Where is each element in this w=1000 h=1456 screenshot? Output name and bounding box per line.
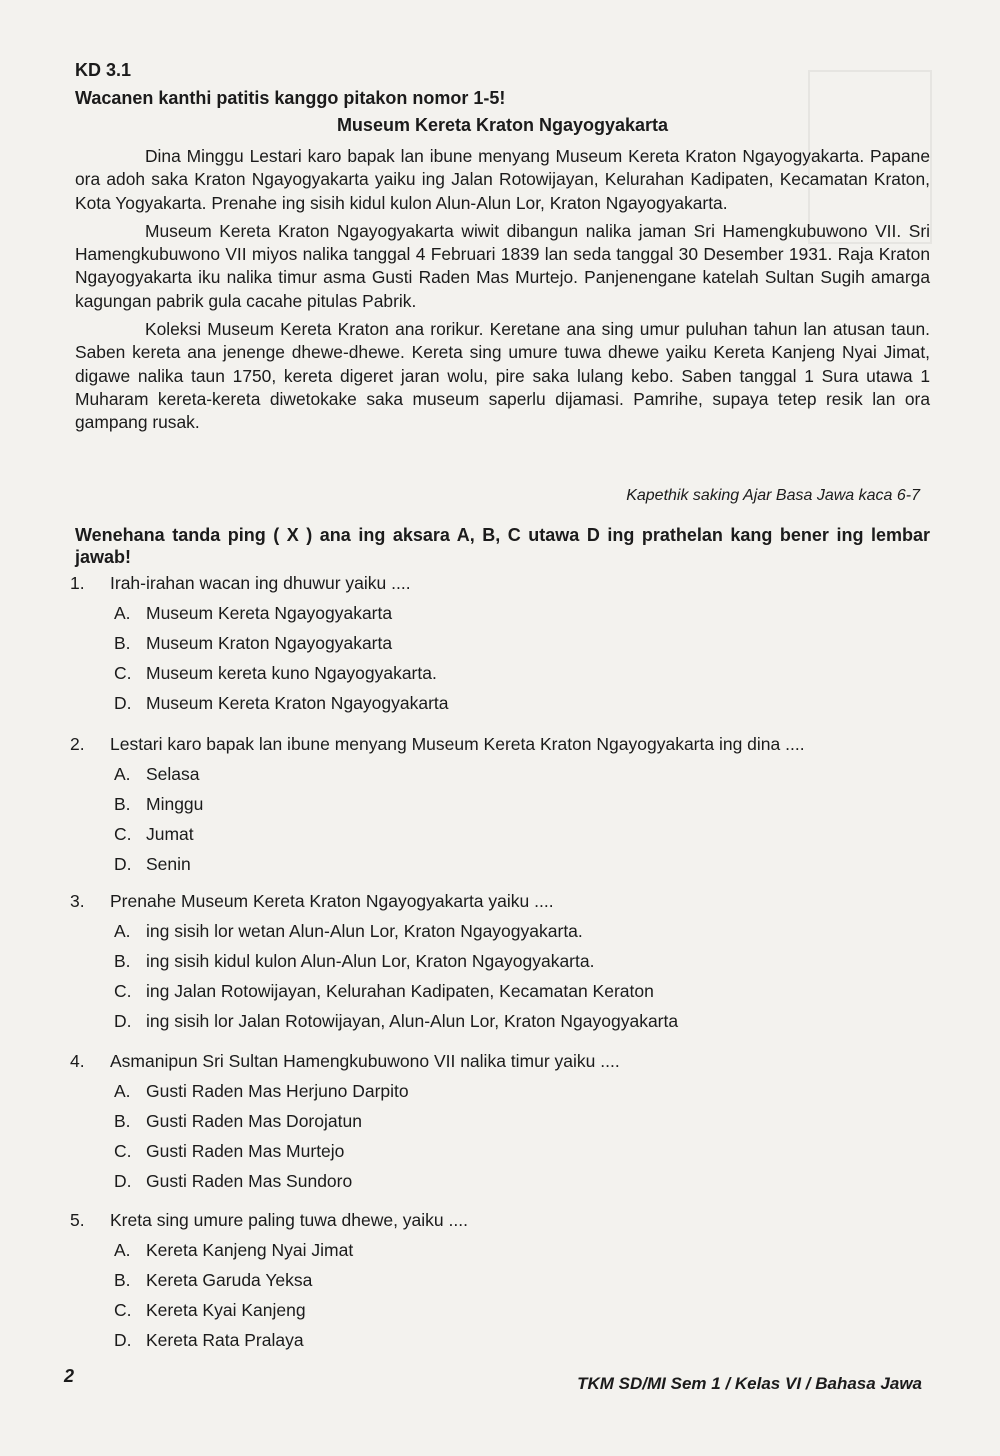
option-letter: D.: [114, 1171, 132, 1191]
option-letter: D.: [114, 693, 132, 713]
option-c[interactable]: [114, 822, 940, 846]
question-4: [70, 1049, 940, 1193]
passage-source: Kapethik saking Ajar Basa Jawa kaca 6-7: [626, 487, 920, 504]
option-a[interactable]: [114, 762, 940, 786]
option-letter: A.: [114, 764, 131, 784]
question-text: Kreta sing umure paling tuwa dhewe, yaiku ....: [110, 1210, 468, 1230]
option-text: Gusti Raden Mas Dorojatun: [146, 1111, 362, 1131]
question-5: [70, 1208, 940, 1352]
option-letter: C.: [114, 981, 132, 1001]
option-b[interactable]: [114, 631, 940, 655]
option-letter: A.: [114, 1240, 131, 1260]
option-text: ing sisih lor Jalan Rotowijayan, Alun-Alun Lor, Kraton Ngayogyakarta: [146, 1011, 679, 1031]
passage-title: Museum Kereta Kraton Ngayogyakarta: [336, 115, 669, 135]
question-number: 3.: [70, 891, 85, 911]
question-number: 1.: [70, 573, 85, 593]
question-text: Prenahe Museum Kereta Kraton Ngayogyakarta yaiku ....: [110, 891, 554, 911]
option-text: Gusti Raden Mas Herjuno Darpito: [146, 1081, 409, 1101]
passage-paragraph: Dina Minggu Lestari karo bapak lan ibune menyang Museum Kereta Kraton Ngayogyakarta. Papane ora adoh saka Kraton Ngayogyakarta yaiku ing Jalan Rotowijayan, Kelurahan Kadipaten, Kecamatan Kraton, Kota Yogyakarta. Prenahe ing sisih kidul kulon Alun-Alun Lor, Kraton Ngayogyakarta.: [75, 146, 930, 213]
option-letter: B.: [114, 794, 131, 814]
question-text: Asmanipun Sri Sultan Hamengkubuwono VII nalika timur yaiku ....: [110, 1051, 620, 1071]
option-letter: A.: [114, 603, 131, 623]
question-3: [70, 889, 940, 1033]
option-letter: C.: [114, 824, 132, 844]
answer-instruction: Wenehana tanda ping ( X ) ana ing aksara A, B, C utawa D ing prathelan kang bener ing lembar jawab!: [75, 525, 930, 567]
question-number: 4.: [70, 1051, 85, 1071]
option-b[interactable]: [114, 1109, 940, 1133]
option-c[interactable]: [114, 661, 940, 685]
option-d[interactable]: [114, 691, 940, 715]
option-letter: B.: [114, 1111, 131, 1131]
option-text: Gusti Raden Mas Murtejo: [146, 1141, 345, 1161]
option-a[interactable]: [114, 919, 940, 943]
option-d[interactable]: [114, 1169, 940, 1193]
option-text: Kereta Rata Pralaya: [146, 1330, 304, 1350]
option-letter: D.: [114, 1330, 132, 1350]
option-b[interactable]: [114, 1268, 940, 1292]
option-letter: C.: [114, 663, 132, 683]
option-letter: C.: [114, 1141, 132, 1161]
option-letter: C.: [114, 1300, 132, 1320]
option-text: Museum kereta kuno Ngayogyakarta.: [146, 663, 437, 683]
option-c[interactable]: [114, 979, 940, 1003]
option-letter: A.: [114, 921, 131, 941]
option-b[interactable]: [114, 792, 940, 816]
option-letter: D.: [114, 854, 132, 874]
option-a[interactable]: [114, 601, 940, 625]
question-number: 2.: [70, 734, 85, 754]
option-text: Kereta Kanjeng Nyai Jimat: [146, 1240, 354, 1260]
option-c[interactable]: [114, 1139, 940, 1163]
option-d[interactable]: [114, 852, 940, 876]
option-letter: A.: [114, 1081, 131, 1101]
reading-passage: [75, 145, 930, 440]
option-text: Minggu: [146, 794, 204, 814]
kd-label: KD 3.1: [75, 60, 132, 80]
question-text: Lestari karo bapak lan ibune menyang Museum Kereta Kraton Ngayogyakarta ing dina ....: [110, 734, 805, 754]
option-letter: B.: [114, 1270, 131, 1290]
question-number: 5.: [70, 1210, 85, 1230]
reading-instruction: Wacanen kanthi patitis kanggo pitakon nomor 1-5!: [75, 88, 506, 108]
option-letter: B.: [114, 633, 131, 653]
option-text: Museum Kereta Ngayogyakarta: [146, 603, 393, 623]
option-text: Kereta Garuda Yeksa: [146, 1270, 313, 1290]
option-d[interactable]: [114, 1328, 940, 1352]
option-a[interactable]: [114, 1238, 940, 1262]
footer-label: TKM SD/MI Sem 1 / Kelas VI / Bahasa Jawa: [577, 1374, 922, 1393]
passage-paragraph: Museum Kereta Kraton Ngayogyakarta wiwit dibangun nalika jaman Sri Hamengkubuwono VII. Sri Hamengkubuwono VII miyos nalika tanggal 4 Februari 1839 lan seda tanggal 30 Desember 1931. Raja Kraton Ngayogyakarta iku nalika timur asma Gusti Raden Mas Murtejo. Panjenengane katelah Sultan Sugih amarga kagungan pabrik gula cacahe pitulas Pabrik.: [75, 220, 930, 311]
option-a[interactable]: [114, 1079, 940, 1103]
option-text: ing sisih lor wetan Alun-Alun Lor, Kraton Ngayogyakarta.: [146, 921, 583, 941]
option-text: Kereta Kyai Kanjeng: [146, 1300, 306, 1320]
question-1: [70, 571, 940, 715]
option-text: ing sisih kidul kulon Alun-Alun Lor, Kraton Ngayogyakarta.: [146, 951, 595, 971]
option-c[interactable]: [114, 1298, 940, 1322]
page-number: 2: [64, 1366, 75, 1386]
option-text: Museum Kraton Ngayogyakarta: [146, 633, 393, 653]
option-text: Museum Kereta Kraton Ngayogyakarta: [146, 693, 449, 713]
option-letter: B.: [114, 951, 131, 971]
option-d[interactable]: [114, 1009, 940, 1033]
option-text: Jumat: [146, 824, 194, 844]
question-text: Irah-irahan wacan ing dhuwur yaiku ....: [110, 573, 411, 593]
option-text: ing Jalan Rotowijayan, Kelurahan Kadipaten, Kecamatan Keraton: [146, 981, 654, 1001]
option-text: Selasa: [146, 764, 200, 784]
option-letter: D.: [114, 1011, 132, 1031]
option-text: Gusti Raden Mas Sundoro: [146, 1171, 353, 1191]
option-b[interactable]: [114, 949, 940, 973]
question-2: [70, 732, 940, 876]
option-text: Senin: [146, 854, 191, 874]
passage-paragraph: Koleksi Museum Kereta Kraton ana rorikur. Keretane ana sing umur puluhan tahun lan atusan taun. Saben kereta ana jenenge dhewe-dhewe. Kereta sing umure tuwa dhewe yaiku Kereta Kanjeng Nyai Jimat, digawe nalika taun 1750, kereta digeret jaran wolu, pire saka lulang kebo. Saben tanggal 1 Sura utawa 1 Muharam kereta-kereta diwetokake saka museum saperlu dijamasi. Pamrihe, supaya tetep resik lan ora gampang rusak.: [75, 319, 930, 433]
